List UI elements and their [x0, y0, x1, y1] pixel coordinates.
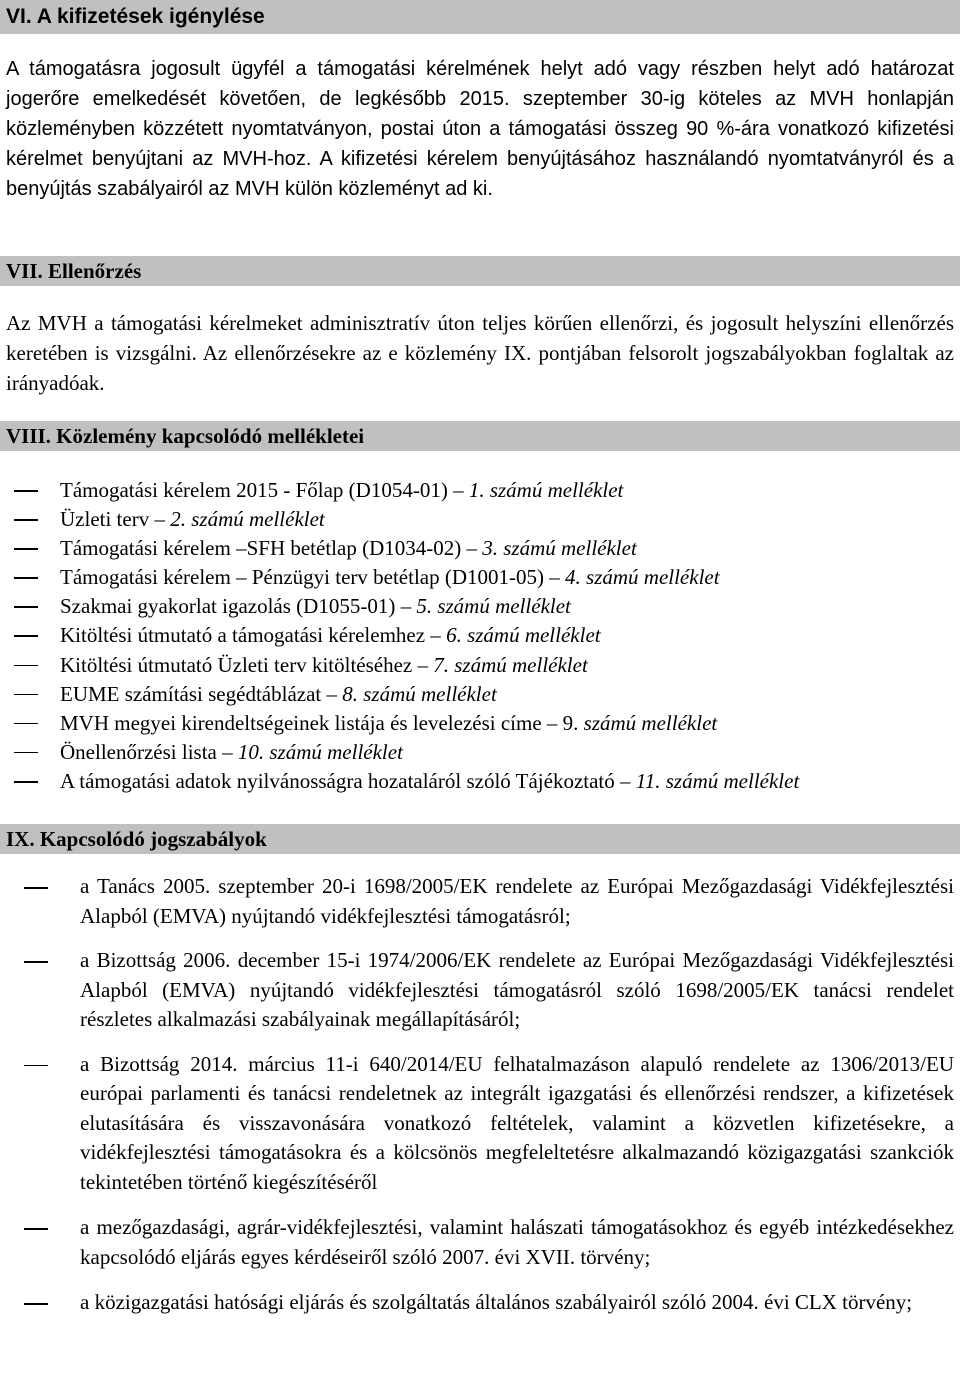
attachment-number: 6. [446, 623, 462, 648]
attachment-title: Önellenőrzési lista – [60, 739, 238, 764]
dash-bullet [24, 1065, 48, 1067]
attachment-ref: számú melléklet [264, 739, 403, 764]
attachment-title: Üzleti terv – [60, 507, 171, 532]
dash-bullet [14, 752, 38, 754]
law-text: a Bizottság 2006. december 15-i 1974/2006/EK rendelete az Európai Mezőgazdasági Vidékfejlesztési Alapból (EMVA) nyújtandó vidékfejlesztési támogatásról szóló 1698/2005/EK tanácsi rendelet részletes alkalmazási szabályainak megállapításáról; [80, 948, 954, 1031]
dash-bullet [24, 1303, 48, 1305]
dash-bullet [24, 887, 48, 889]
attachment-number: 2. [170, 507, 186, 532]
dash-bullet [14, 665, 38, 667]
law-text: a közigazgatási hatósági eljárás és szolgáltatás általános szabályairól szóló 2004. évi CLX törvény; [80, 1290, 913, 1314]
attachment-title: Támogatási kérelem – Pénzügyi terv betétlap (D1001-05) – [60, 565, 566, 590]
attachment-title: Kitöltési útmutató Üzleti terv kitöltéséhez – [60, 652, 434, 677]
dash-bullet [14, 694, 38, 696]
law-text: a mezőgazdasági, agrár-vidékfejlesztési, valamint halászati támogatásokhoz és egyéb intézkedésekhez kapcsolódó eljárás egyes kérdéseiről szóló 2007. évi XVII. törvény; [80, 1215, 954, 1269]
list-item [6, 651, 956, 680]
attachment-list [6, 476, 956, 796]
list-item [6, 872, 954, 931]
list-item [6, 738, 956, 767]
list-item [6, 592, 956, 621]
list-item [6, 680, 956, 709]
section-7-heading: VII. Ellenőrzés [0, 256, 960, 286]
section-6-heading: VI. A kifizetések igénylése [0, 0, 960, 34]
list-item [6, 505, 956, 534]
list-item [6, 767, 956, 796]
dash-bullet [14, 606, 38, 608]
dash-bullet [14, 635, 38, 637]
dash-bullet [24, 961, 48, 963]
dash-bullet [14, 723, 38, 725]
list-item [6, 946, 954, 1035]
list-item [6, 1288, 954, 1318]
attachment-number: 3. [482, 536, 498, 561]
dash-bullet [14, 519, 38, 521]
dash-bullet [14, 781, 38, 783]
section-6-paragraph: A támogatásra jogosult ügyfél a támogatási kérelmének helyt adó vagy részben helyt adó határozat jogerőre emelkedését követően, de legkésőbb 2015. szeptember 30-ig köteles az MVH honlapján közleményben közzétett nyomtatványon, postai úton a támogatási összeg 90 %-ára vonatkozó kifizetési kérelmet benyújtani az MVH-hoz. A kifizetési kérelem benyújtásához használandó nyomtatványról és a benyújtás szabályairól az MVH külön közleményt ad ki. [6, 58, 954, 200]
section-7-paragraph: Az MVH a támogatási kérelmeket adminisztratív úton teljes körűen ellenőrzi, és jogosult helyszíni ellenőrzés keretében is vizsgálni. Az ellenőrzésekre az e közlemény IX. pontjában felsorolt jogszabályokban foglaltak az irányadóak. [6, 311, 954, 395]
attachment-number: 11. [635, 768, 661, 793]
attachment-title: Szakmai gyakorlat igazolás (D1055-01) – [60, 594, 417, 619]
dash-bullet [14, 490, 38, 492]
attachment-number: 1. [468, 478, 485, 502]
attachment-ref: számú melléklet [578, 710, 718, 735]
attachment-ref: számú melléklet [461, 623, 601, 648]
attachment-title: EUME számítási segédtáblázat – [60, 681, 343, 706]
attachment-title: Kitöltési útmutató a támogatási kérelemhez – [60, 623, 447, 648]
attachment-ref: számú melléklet [449, 652, 588, 677]
attachment-title: Támogatási kérelem –SFH betétlap (D1034-02) – [60, 536, 483, 561]
list-item [6, 476, 956, 505]
attachment-number: 8. [342, 681, 358, 706]
attachment-ref: számú melléklet [660, 768, 800, 793]
attachment-number: 5. [416, 594, 433, 619]
law-list [6, 872, 954, 1318]
list-item [6, 709, 956, 738]
attachment-number: 10. [237, 739, 265, 764]
attachment-number: 4. [565, 565, 581, 590]
attachment-title: MVH megyei kirendeltségeinek listája és levelezési címe – 9. [60, 710, 579, 735]
law-text: a Tanács 2005. szeptember 20-i 1698/2005/EK rendelete az Európai Mezőgazdasági Vidékfejlesztési Alapból (EMVA) nyújtandó vidékfejlesztési támogatásról; [80, 874, 954, 928]
attachment-ref: számú melléklet [432, 594, 571, 619]
list-item [6, 621, 956, 650]
attachment-ref: számú melléklet [185, 507, 325, 532]
dash-bullet [24, 1228, 48, 1230]
attachment-number: 7. [433, 652, 449, 677]
attachment-ref: számú melléklet [497, 536, 637, 561]
dash-bullet [14, 548, 38, 550]
list-item [6, 563, 956, 592]
attachment-title: Támogatási kérelem 2015 - Főlap (D1054-01) – [60, 478, 469, 502]
attachment-ref: számú melléklet [358, 681, 497, 706]
section-8-heading: VIII. Közlemény kapcsolódó mellékletei [0, 421, 960, 451]
list-item [6, 1050, 954, 1198]
attachment-ref: számú melléklet [484, 478, 624, 502]
attachment-ref: számú melléklet [580, 565, 720, 590]
list-item [6, 1213, 954, 1272]
attachment-title: A támogatási adatok nyilvánosságra hozataláról szóló Tájékoztató – [60, 768, 636, 793]
law-text: a Bizottság 2014. március 11-i 640/2014/EU felhatalmazáson alapuló rendelete az 1306/2013/EU európai parlamenti és tanácsi rendeletnek az integrált igazgatási és ellenőrzési rendszer, a kifizetések elutasítására és visszavonására vonatkozó feltételek, valamint a közvetlen kifizetésekre, a vidékfejlesztési támogatásokra és a kölcsönös megfeleltetésre alkalmazandó közigazgatási szankciók tekintetében történő kiegészítéséről [80, 1051, 954, 1194]
list-item [6, 534, 956, 563]
dash-bullet [14, 577, 38, 579]
section-9-heading: IX. Kapcsolódó jogszabályok [0, 824, 960, 854]
